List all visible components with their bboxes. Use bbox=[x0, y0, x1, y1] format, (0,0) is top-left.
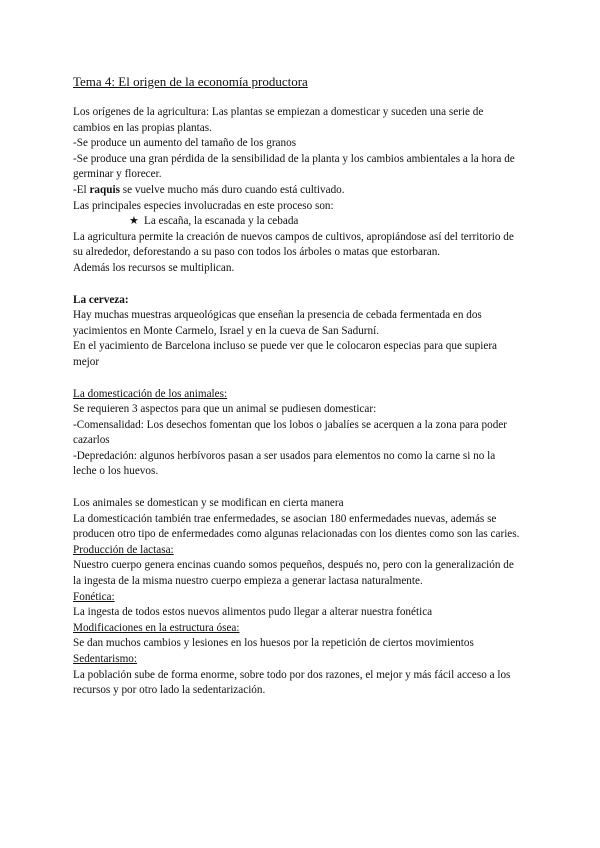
sedentarismo-heading: Sedentarismo: bbox=[73, 653, 138, 665]
osea-heading: Modificaciones en la estructura ósea: bbox=[73, 621, 240, 634]
fonetica-paragraph: La ingesta de todos estos nuevos alimentos pudo llegar a alterar nuestra fonética bbox=[73, 606, 433, 619]
depredacion-paragraph: -Depredación: algunos herbívoros pasan a ser usados para elementos no como la carne si no la leche o los huevos. bbox=[73, 449, 496, 478]
star-bullet-icon: ★ bbox=[129, 215, 140, 228]
spacer bbox=[73, 277, 521, 293]
modificacion-paragraph-1: Los animales se domestican y se modifican en cierta manera bbox=[73, 497, 344, 510]
especies-intro: Las principales especies involucradas en este proceso son: bbox=[73, 199, 334, 212]
raquis-term: raquis bbox=[89, 183, 120, 196]
cambio-3 bbox=[73, 183, 521, 199]
cambio-1: -Se produce un aumento del tamaño de los granos bbox=[73, 137, 297, 150]
especies-item-text: La escaña, la escanada y la cebada bbox=[144, 215, 299, 228]
spacer bbox=[73, 371, 521, 387]
cerveza-heading: La cerveza: bbox=[73, 293, 129, 306]
cambio-3-prefix: -El bbox=[73, 183, 90, 196]
fonetica-heading: Fonética: bbox=[73, 590, 115, 603]
sedentarismo-paragraph: La población sube de forma enorme, sobre todo por dos razones, el mejor y más fácil acceso a los recursos y por otro lado la sedentarización. bbox=[73, 668, 511, 697]
document-page bbox=[73, 73, 521, 699]
agricultura-paragraph: La agricultura permite la creación de nuevos campos de cultivos, apropiándose así del territorio de su alrededor, deforestando a su paso con todos los árboles o matas que estorbaran. bbox=[73, 230, 514, 259]
osea-paragraph: Se dan muchos cambios y lesiones en los huesos por la repetición de ciertos movimientos bbox=[73, 637, 474, 650]
recursos-paragraph: Además los recursos se multiplican. bbox=[73, 261, 235, 274]
lactasa-heading: Producción de lactasa: bbox=[73, 543, 174, 556]
cerveza-paragraph-2: En el yacimiento de Barcelona incluso se puede ver que le colocaron especias para que supiera mejor bbox=[73, 340, 498, 368]
comensalidad-paragraph: -Comensalidad: Los desechos fomentan que los lobos o jabalíes se acerquen a la zona para poder cazarlos bbox=[73, 418, 507, 447]
spacer bbox=[73, 480, 521, 496]
document-title: Tema 4: El origen de la economía productora bbox=[73, 74, 308, 89]
enfermedades-paragraph: La domesticación también trae enfermedades, se asocian 180 enfermedades nuevas, además se producen otro tipo de enfermedades como algunas relacionadas con los dientes como son las caries. bbox=[73, 512, 520, 541]
cambio-2: -Se produce una gran pérdida de la sensibilidad de la planta y los cambios ambientales a la hora de germinar y florecer. bbox=[73, 152, 515, 181]
cerveza-paragraph-1: Hay muchas muestras arqueológicas que enseñan la presencia de cebada fermentada en dos yacimientos en Monte Carmelo, Israel y en la cueva de San Sadurní. bbox=[73, 309, 482, 337]
domesticacion-paragraph-1: Se requieren 3 aspectos para que un animal se pudiesen domesticar: bbox=[73, 403, 377, 416]
domesticacion-heading: La domesticación de los animales: bbox=[73, 387, 228, 400]
cambio-3-suffix: se vuelve mucho más duro cuando está cultivado. bbox=[119, 183, 345, 196]
origenes-intro: Los orígenes de la agricultura: Las plantas se empiezan a domesticar y suceden una serie de cambios en las propias plantas. bbox=[73, 106, 484, 134]
lactasa-paragraph: Nuestro cuerpo genera encinas cuando somos pequeños, después no, pero con la generalización de la ingesta de la misma nuestro cuerpo empieza a generar lactasa naturalmente. bbox=[73, 559, 514, 588]
especies-bullet-item bbox=[73, 214, 521, 230]
